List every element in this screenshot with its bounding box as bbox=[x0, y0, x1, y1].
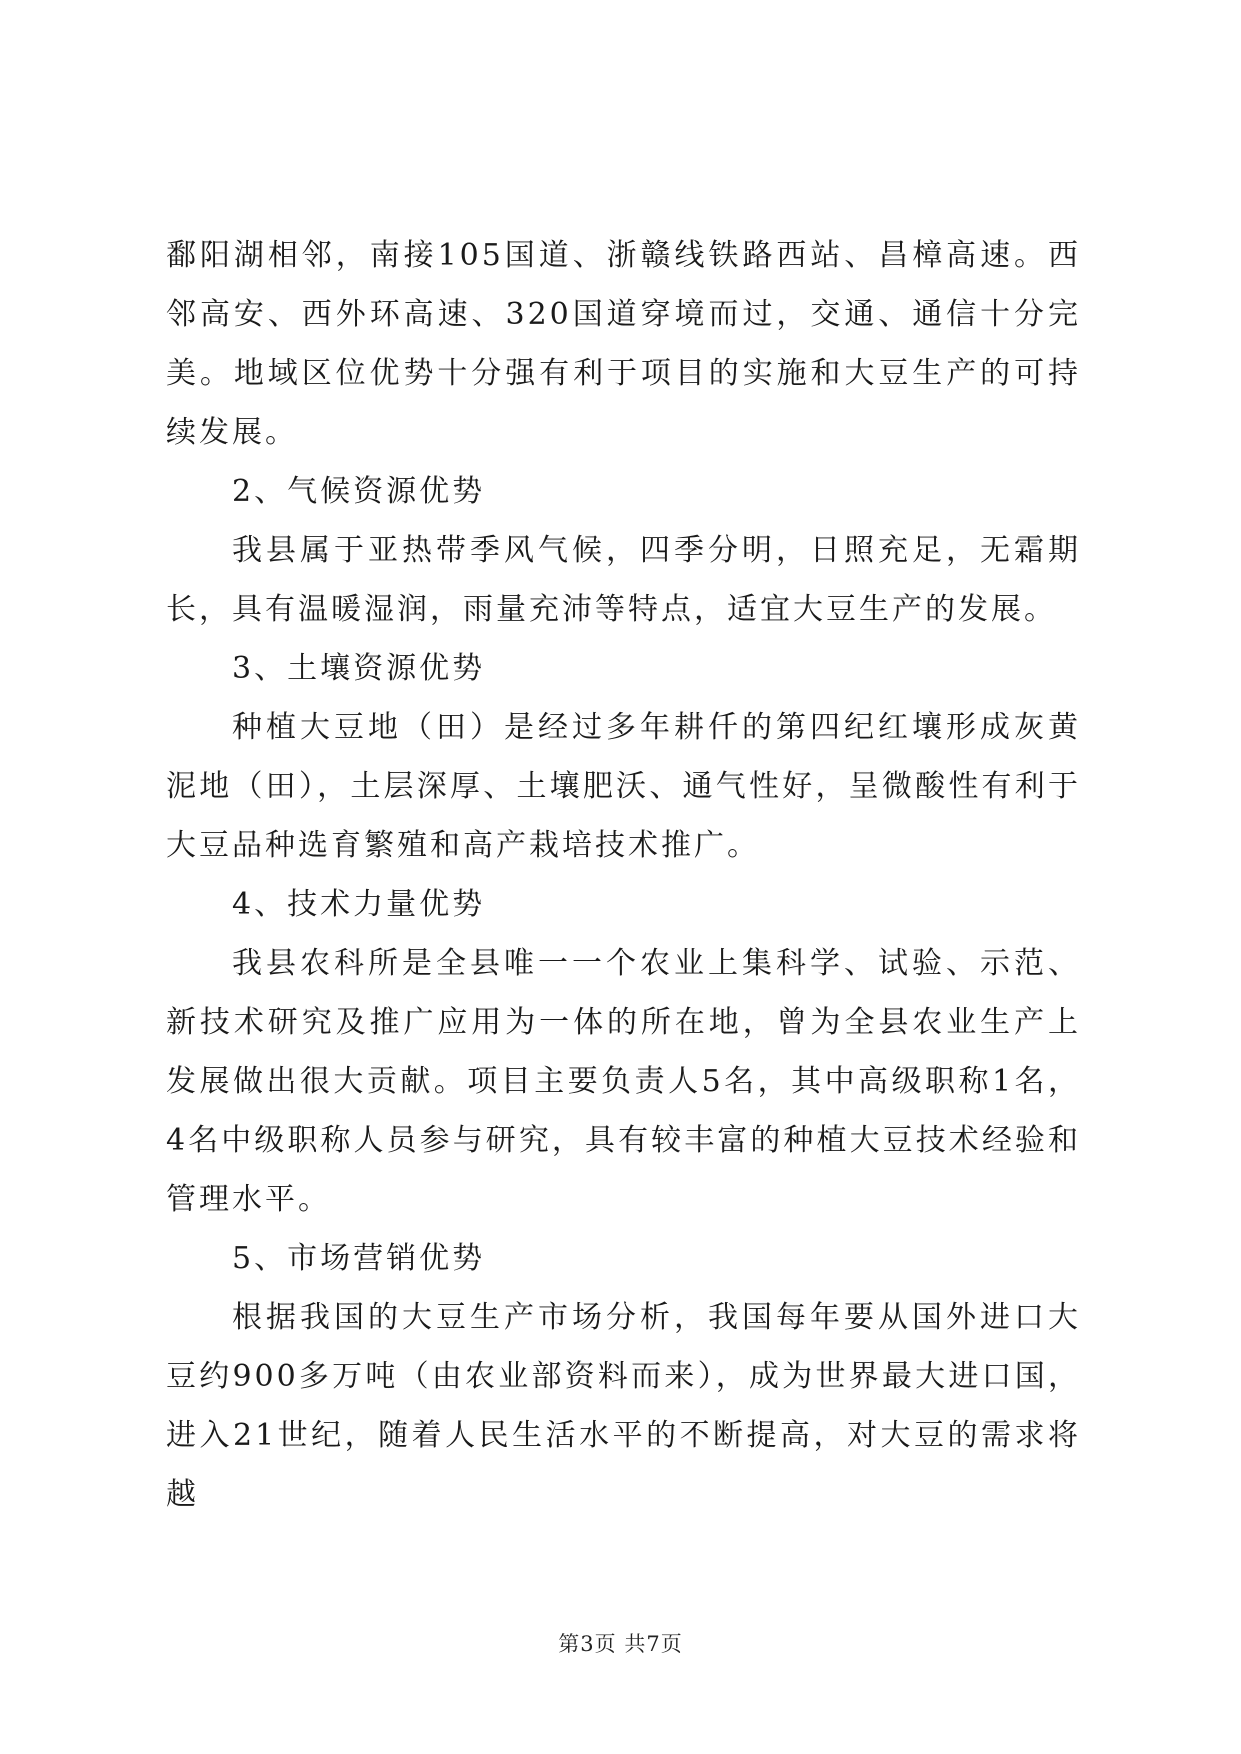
paragraph-market: 根据我国的大豆生产市场分析，我国每年要从国外进口大豆约900多万吨（由农业部资料而来），成为世界最大进口国，进入21世纪，随着人民生活水平的不断提高，对大豆的需求将越 bbox=[166, 1300, 1081, 1512]
paragraph-climate: 我县属于亚热带季风气候，四季分明，日照充足，无霜期长，具有温暖湿润，雨量充沛等特点，适宜大豆生产的发展。 bbox=[166, 533, 1081, 627]
page-number-footer: 第3页 共7页 bbox=[558, 1632, 683, 1656]
heading-climate-advantage: 2、气候资源优势 bbox=[232, 474, 486, 509]
heading-soil-advantage: 3、土壤资源优势 bbox=[232, 651, 486, 686]
paragraph-technical: 我县农科所是全县唯一一个农业上集科学、试验、示范、新技术研究及推广应用为一体的所在地，曾为全县农业生产上发展做出很大贡献。项目主要负责人5名，其中高级职称1名，4名中级职称人员参与研究，具有较丰富的种植大豆技术经验和管理水平。 bbox=[166, 946, 1081, 1217]
paragraph-soil: 种植大豆地（田）是经过多年耕仟的第四纪红壤形成灰黄泥地（田），土层深厚、土壤肥沃、通气性好，呈微酸性有利于大豆品种选育繁殖和高产栽培技术推广。 bbox=[166, 710, 1081, 863]
document-body bbox=[166, 226, 1081, 1524]
heading-technical-advantage: 4、技术力量优势 bbox=[232, 887, 486, 922]
heading-market-advantage: 5、市场营销优势 bbox=[232, 1241, 486, 1276]
paragraph-location-continued: 鄱阳湖相邻，南接105国道、浙赣线铁路西站、昌樟高速。西邻高安、西外环高速、320国道穿境而过，交通、通信十分完美。地域区位优势十分强有利于项目的实施和大豆生产的可持续发展。 bbox=[166, 238, 1081, 450]
